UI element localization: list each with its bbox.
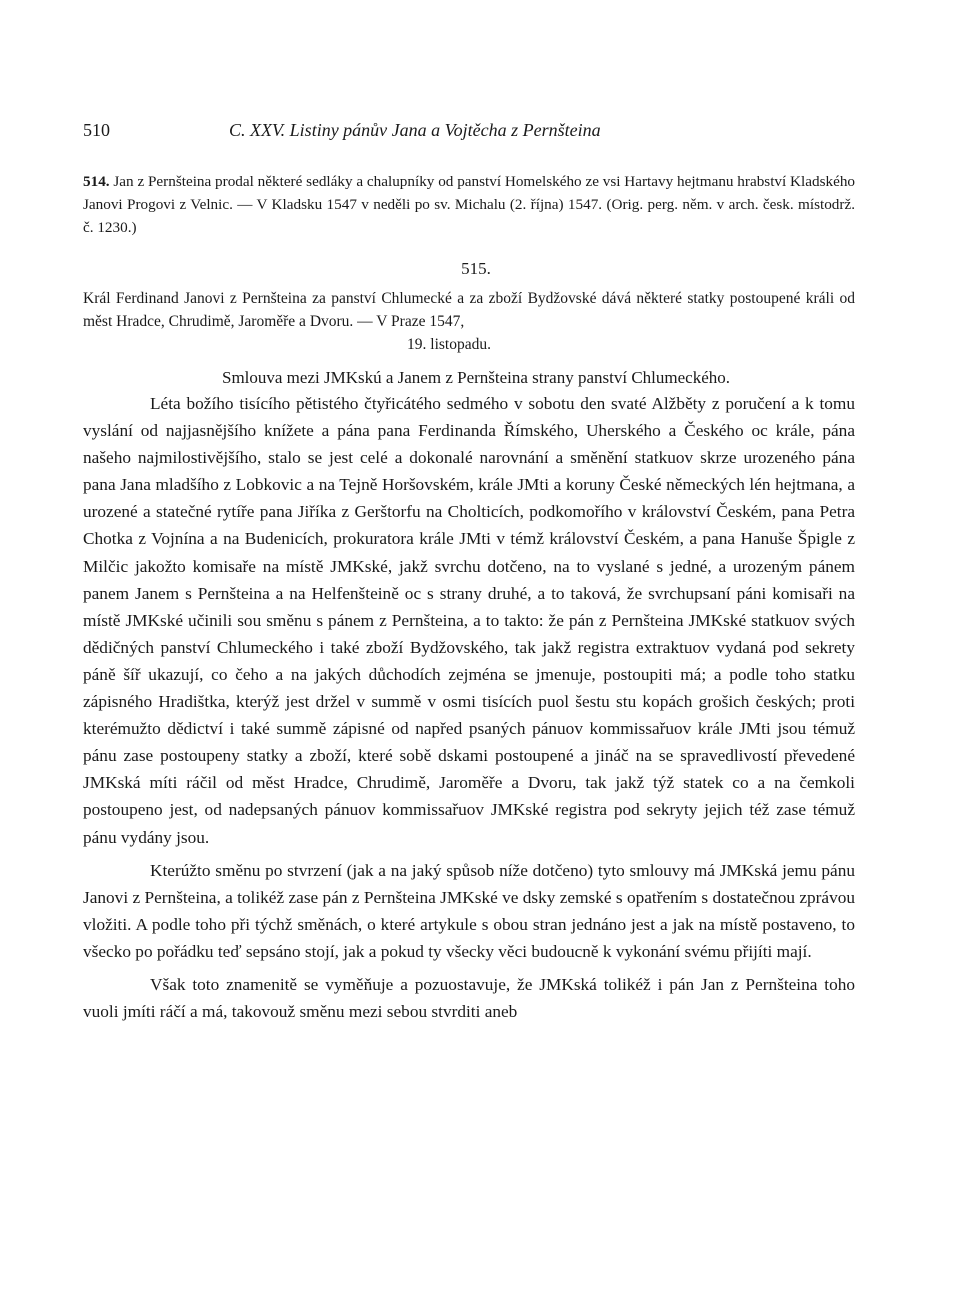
entry-515-regest	[83, 287, 855, 356]
paragraph-2: Kterúžto směnu po stvrzení (jak a na jaký spůsob níže dotčeno) tyto smlouvy má JMKská jemu pánu Janovi z Pernšteina, a tolikéž zase pán z Pernšteina JMKské ve dsky zemské s opatřením s dostatečnou zprávou vložiti. A podle toho při týchž směnách, o které artykule s obou stran jednáno jest a jak na místě postaveno, to všecko po pořádku teď sepsáno stojí, jak a pokud ty všecky věci budoucně k vykonání svému přijíti mají.	[83, 860, 855, 961]
page-number: 510	[83, 120, 110, 140]
entry-514-text: Jan z Pernšteina prodal některé sedláky a chalupníky od panství Homelského ze vsi Hartavy hejtmanu hrabství Kladského Janovi Progovi z Velnic. — V Kladsku 1547 v neděli po sv. Michalu (2. října) 1547. (Orig. perg. něm. v arch. česk. místodrž. č. 1230.)	[83, 173, 856, 236]
book-page	[83, 120, 855, 1025]
running-head: C. XXV. Listiny pánův Jana a Vojtěcha z Pernšteina	[229, 120, 601, 140]
entry-514	[83, 170, 855, 239]
entry-514-number: 514.	[83, 173, 110, 190]
entry-515-number: 515.	[461, 259, 491, 278]
entry-515-regest-date: 19. listopadu.	[407, 336, 491, 353]
paragraph-3: Však toto znamenitě se vyměňuje a pozuostavuje, že JMKská tolikéž i pán Jan z Pernšteina toho vuoli jmíti ráčí a má, takovouž směnu mezi sebou stvrditi aneb	[83, 974, 855, 1022]
document-title: Smlouva mezi JMKskú a Janem z Pernšteina strany panství Chlumeckého.	[221, 368, 731, 387]
paragraph-1: Léta božího tisícího pětistého čtyřicátého sedmého v sobotu den svaté Alžběty z poručení a k tomu vyslání od najjasnějšího knížete a pána pana Ferdinanda Římského, Uherského a Českého oc krále, pána našeho najmilostivějšího, stalo se jest celé a dokonalé narovnání a směnění statkuov skrze urozeného pána pana Jana mladšího z Lobkovic a na Tejně Horšovském, krále JMti a koruny České německých lén hejtmana, a urozené a statečné rytíře pana Jiříka z Gerštorfu na Cholticích, podkomořího v království Českém, pana Petra Chotka z Vojnína a na Budenicích, prokuratora krále JMti v témž království Českém, a pana Hanuše Špigle z Milčic jakožto komisaře na místě JMKské, jakž svrchu dotčeno, na to vyslané s jedné, a urozeným pánem panem Janem s Pernšteina a na Helfenšteině oc s strany druhé, a to taková, že svrchupsaní páni komisaři na místě JMKské učinili sou směnu s pánem z Pernšteina, a to takto: že pán z Pernšteina JMKské statkuov svých dědičných panství Chlumeckého i také zboží Bydžovského, tak jakž registra extraktuov vydaná pod sekrety páně šíř ukazují, co čeho a na jakých důchodích zejména se jmenuje, postoupiti má; a podle toho statku zápisného Hradištka, kterýž jest držel v summě v osmi tisících puol šestu stu kopách grošich českých; proti kterémužto dědictví i také summě zápisné od napřed psaných pánuov kommissařuov krále JMti jsou témuž pánu zase postoupeny statky a zboží, které sobě dskami postoupené a jináč na se spravedlivostí převedené JMKská míti ráčil od měst Hradce, Chrudimě, Jaroměře a Dvoru, tak jakž týž statek co a na čemkoli postoupeno jest, od nadepsaných pánuov kommissařuov JMKské registra pod sekryty jejich též zase témuž pánu vydány jsou.	[83, 394, 855, 847]
entry-515-regest-text: Král Ferdinand Janovi z Pernšteina za panství Chlumecké a za zboží Bydžovské dává některé statky postoupené králi od měst Hradce, Chrudimě, Jaroměře a Dvoru. — V Praze 1547,	[83, 290, 855, 330]
page-header	[83, 120, 855, 150]
